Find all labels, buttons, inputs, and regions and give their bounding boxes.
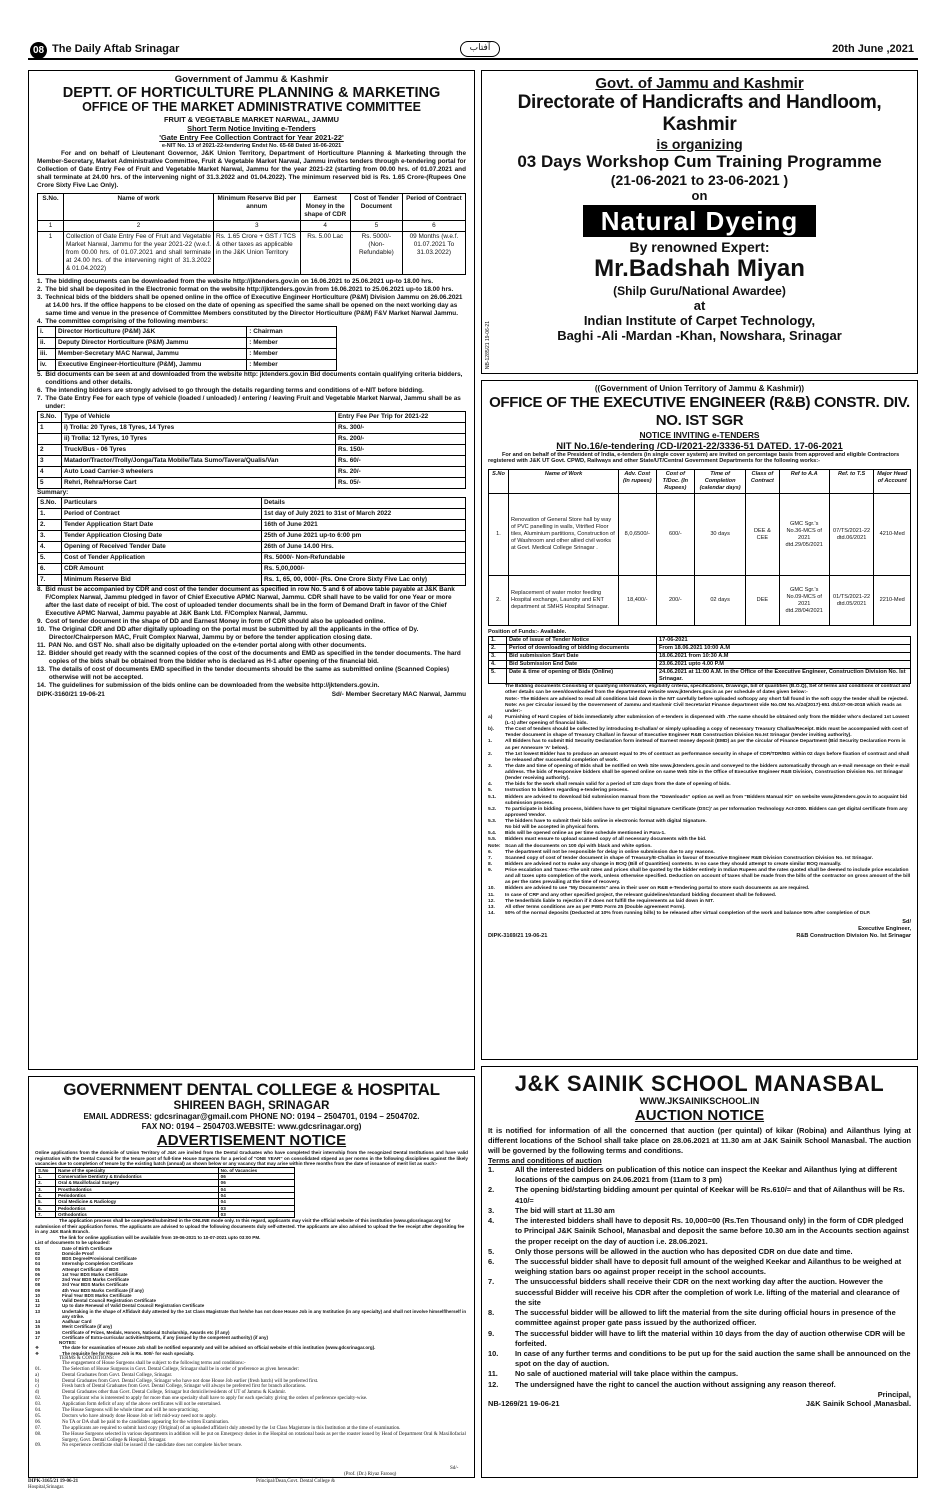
table-row: 1. Conservative Dentistry & Endodontics 06: [36, 1174, 295, 1180]
table-row: 3. Prosthodontics 04: [36, 1186, 295, 1192]
ad-institute: Indian Institute of Carpet Technology,: [583, 312, 816, 328]
list-item: 3. Technical bids of the bidders shall be opened online in the office of Executive Engineer Horticulture (P&M) Division Jammu on 26.06.2021 at 14.00 hrs. If the office happens to be closed on the date of opening as specified the same shall be opened on the next working day as same time and venue in the presence of Committee Members constituted by the Director Horticulture (P&M) F&V Market Narwal Jammu.: [37, 293, 463, 317]
ad-office: OFFICE OF THE MARKET ADMINISTRATIVE COMMITTEE: [82, 100, 421, 115]
ad-place: Baghi -Ali -Mardan -Khan, Nowshara, Srinagar: [557, 327, 842, 343]
list-item: 9. The successful bidder will have to lift the material within 10 days from the day of auction otherwise CDR will be forfeited.: [488, 1328, 906, 1348]
table-row: 6. Pedodontics 03: [36, 1205, 295, 1211]
list-item: No bid will be accepted in physical form.: [505, 825, 600, 831]
ad-contract: 'Gate Entry Fee Collection Contract for Year 2021-22': [159, 133, 344, 143]
table-cell: 4: [300, 220, 350, 231]
list-item: 3. The bid will start at 11.30 am: [488, 1205, 615, 1215]
works-table: [488, 469, 911, 626]
table-row: 1. Date of issue of Tender Notice 17-06-2021: [489, 637, 911, 645]
table-header-row: [38, 193, 466, 220]
table-row: i. Director Horticulture (P&M) J&K : Chairman: [38, 326, 337, 337]
dental-signatory: [300, 1466, 458, 1478]
list-item: b). The Cost of tenders should be collected by introducing E-challan/ or simply uploading a copy of necessary Treasury Challan/Receipt. Bids must be accompanied with cost of Tender document in shape of Treasury Challan/ in favour of Executive Engineer R&B Construction Division No.Ist Srinagar (tender inviting authority).: [488, 727, 909, 739]
page-header: [28, 40, 918, 60]
list-item: 9. Cost of tender document in the shape of DD and Earnest Money in form of CDR should also be uploaded online.: [37, 617, 386, 625]
list-item: 7. The unsuccessful bidders shall receive their CDR on the next working day after the auction. However the successful Bidder will receive his CDR after the completion of work I.e. lifting of the material and clearance of the site: [488, 1277, 900, 1307]
list-item: 06. No TA or DA shall be paid to the candidates appearing for the written Examination.: [35, 1419, 230, 1425]
tc-label: TERMS & CONDITIONS:: [59, 1355, 115, 1361]
list-item: 11. No sale of auctioned material will take place within the campus.: [488, 1369, 739, 1379]
list-item: 10. The Original CDR and DD after digitally uploading on the portal must be submitted by all the applicants in the office of Dy. Director/Chairperson MAC, Fruit Complex Narwal, Jammu by or before the tender application closing date.: [37, 625, 419, 641]
school-name: J&K Sainik School ,Manasbal.: [805, 1399, 911, 1409]
list-item: 02 Domicile Proof: [35, 1250, 94, 1256]
list-item: 5.1. Bidders are advised to download bid submission manual from the "Downloads" option as well as from "Bidders Manual Kit" on website www.jktenders.gov.in to acquaint bid submission process.: [488, 794, 908, 806]
list-item: 11. In case of CRF and any other specified project, the relevant guidelines/standard bidding document shall be followed.: [488, 892, 777, 898]
list-item: 5. Instruction to bidders regarding e-tendering process.: [488, 788, 629, 794]
ad-code: NB-1285/21 19-06-21: [485, 321, 491, 370]
issue-date: 20th June ,2021: [832, 43, 914, 55]
table-row: 2. Oral & Maxillofacial Surgery 06: [36, 1180, 295, 1186]
list-item: 05. Doctors who have already done House Job or left mid-way need not to apply.: [35, 1413, 217, 1419]
app-text-2: The link for online application will be available from 19-06-2021 to 10-07-2021 upto 03:00 PM.: [59, 1234, 261, 1240]
list-item: 07 2nd Year BDS Marks Certificate: [35, 1277, 129, 1283]
ad-expert-title: (Shilp Guru/National Awardee): [613, 283, 786, 298]
list-item: 1. All the interested bidders on publication of this notice can inspect the Keekar and Ailanthus lying at different locations of the campus on 24.06.2021 from (11am to 3 pm): [488, 1165, 898, 1185]
ad-intro: For and on behalf of Lieutenant Governor, J&K Union Territory, Department of Horticulture Planning & Marketing through the Member-Secretary, Market Administrative Committee, Fruit & Vegetable Market Narwal, Jammu invites tenders through e-tendering portal for Collection of Gate Entry Fee of Fruit and Vegetable Market Narwal, Jammu for the year 2021-22 (starting from 00.00 hrs. of 01.07.2021 and shall terminate at 24.00 hrs. of the intervening night of 31.3.2022 and 01.04.2022). The minimum reserved bid is Rs. 1.65 Crore-(Rupees One Crore Sixty Five Lac Only).: [37, 149, 466, 189]
list-item: 5.5. Bidders must ensure to upload scanned copy of all necessary documents with the bid.: [488, 837, 707, 843]
summary-label: Summary:: [37, 488, 69, 496]
dipk-code: DIPK-3169/21 19-06-21: [488, 933, 548, 940]
table-row: iv. Executive Engineer-Horticulture (P&M), Jammu : Member: [38, 359, 337, 370]
tc-list: [35, 1361, 468, 1449]
list-item: 05 Attempt Certificate of BDS: [35, 1266, 119, 1272]
list-item: a) Furnishing of Hard Copies of bids immediately after submission of e-tenders is dispensed with .The same should be obtained only from the Bidder who's declared 1st Lowest (L-1) after opening of financial bids.: [488, 714, 910, 727]
table-cell: Collection of Gate Entry Fee of Fruit and Vegetable Market Narwal, Jammu for the year 2021-22 (w.e.f. from 00.00 hrs. of 01.07.2021 and shall terminate at 24.00 hrs. of the intervening night of 31.3.2022 & 01.04.2022): [64, 231, 214, 274]
list-item: 6. The successful bidder shall have to deposit full amount of the weighed Keekar and Ailanthus to be weighed at weighing station bars oo against proper receipt in the school accounts.: [488, 1256, 902, 1277]
list-item: b) Dental Graduates from Govt. Dental College, Srinagar who have not done House Job earlier (fresh batch) will be preferred first.: [35, 1378, 319, 1384]
th-cost: Cost of Tender Document: [350, 193, 402, 220]
table-row: 3. Tender Application Closing Date 25th of June 2021 up-to 6:00 pm: [38, 530, 466, 541]
list-item: ❖ The requisite fee for House Job is Rs. 500/- for each specialty.: [35, 1350, 195, 1356]
list-item: 15 Merit Certificate (if any): [35, 1324, 113, 1330]
notes-list: [35, 1345, 468, 1356]
list-item: 5. Only those persons will be allowed in the auction who has deposited CDR on due date and time.: [488, 1246, 853, 1256]
list-item: The Bidding documents Consisting of qualifying information, eligibility criteria, specifications, Drawings, bill of quantities (B.O.Q), Set of terms and conditions of contract and other details can be seen/downloaded from the departmental website www.jktenders.gov.in as per schedule of dates given below:-: [505, 684, 911, 696]
table-cell: 09 Months (w.e.f. 01.07.2021 To 31.03.2022): [402, 231, 465, 274]
list-item: 4. The committee comprising of the following members:: [37, 317, 208, 325]
ad-directorate: Directorate of Handicrafts and Handloom, Kashmir: [517, 92, 882, 135]
list-item: 03 BDS Degree/Provisional Certificate: [35, 1256, 137, 1262]
list-item: 1. All Bidders has to submit Bid Security Declaration form instead of Earnest money deposit (EMD) as per the circular of Finance Department (Bid Security Declaration Form is as per Annexure 'A' below).: [488, 739, 906, 751]
sainik-school-auction-ad: [481, 1066, 918, 1478]
table-cell: 5: [350, 220, 402, 231]
table-row: 4. Opening of Received Tender Date 26th of June 14.00 Hrs.: [38, 541, 466, 552]
sd-text: Sd/-: [450, 1466, 459, 1471]
list-item: 17 Certificate of Extra-curricular activities/Sports, if any (issued by the competent authority) (if any): [35, 1334, 269, 1340]
tc-label: Terms and conditions of auction: [488, 1155, 602, 1165]
table-cell: Rs. 5000/- (Non-Refundable): [350, 231, 402, 274]
auction-terms: [488, 1165, 911, 1390]
table-row: 2 Truck/Bus - 06 Tyres Rs. 150/-: [38, 444, 466, 455]
app-text-1: The application process shall be completed/submitted in the ONLINE mode only. In this regard, applicants may visit the official website of this institution (www.gdcsrinagar.org) for submission of their application forms. The applicants are advised to upload the following documents duly self-attested. The applicants are also advised to upload the fee receipt after depositing fee in any J&K Bank Branch.: [35, 1218, 465, 1235]
list-item: 10. Bidders are advised to use "My Documents" area in their user on R&B e-Tendering portal to store such documents as are required.: [488, 886, 810, 892]
fee-table: [37, 411, 466, 489]
list-item: 7. The Gate Entry Fee for each type of vehicle (loaded / unloaded) / entering / leaving Fruit and Vegetable Market Narwal, Jammu shall be as under:: [37, 394, 461, 410]
ad-footer: [37, 691, 466, 699]
ad-notice-title: NOTICE INVITING e-TENDERS: [639, 430, 760, 440]
list-item: 01 Date of Birth Certificate: [35, 1245, 113, 1251]
table-row: 5. Oral Medicine & Radiology 04: [36, 1199, 295, 1205]
table-cell: 1: [38, 231, 64, 274]
table-row: 3. Bid submission Start Date 18.06.2021 from 10:30 A.M: [489, 653, 911, 661]
list-item: 7. Scanned copy of cost of tender document in shape of Treasury/E-Challan in favour of Executive Engineer R&B Division Construction Division No. Ist Srinagar.: [488, 855, 873, 861]
list-item: 6. The intending bidders are strongly advised to go through the details regarding terms and conditions of e-NIT before bidding.: [37, 386, 424, 394]
ad-expert: Mr.Badshah Miyan: [594, 255, 805, 283]
list-item: 6. The department will not be responsible for delay in online submission due to any reasons.: [488, 849, 715, 855]
docs-label: List of documents to be uploaded:: [35, 1240, 111, 1246]
ad-department: DEPTT. OF HORTICULTURE PLANNING & MARKETING: [62, 84, 441, 101]
table-row: [38, 231, 466, 274]
ad-title: GOVERNMENT DENTAL COLLEGE & HOSPITAL: [63, 1080, 440, 1099]
list-item: Note: Scan all the documents on 100 dpi with black and white option.: [488, 843, 652, 849]
list-item: 12. The tender/bids liable to rejection if it does not fulfill the requirements as laid down in NIT.: [488, 898, 714, 904]
points-a: [37, 278, 466, 326]
table-row: ii) Trolla: 12 Tyres, 10 Tyres Rs. 200/-: [38, 433, 466, 444]
list-item: 8. Bid must be accompanied by CDR and cost of the tender document as specified in row No. 5 and 6 of above table payable at J&K Bank F/Complex Narwal, Jammu pledged in favor of Chief Executive APMC Narwal, Jammu. CDR shall have to be valid for one Year or more after the last date of receipt of bid. The cost of uploaded tender documents shall be in the form of Demand Draft in favor of the Chief Executive APMC Narwal, Jammu payable at J&K Bank Ltd. F/Complex Narwal, Jammu.: [37, 585, 455, 617]
list-item: 4. The bids for the work shall remain valid for a period of 120 days from the date of opening of bids.: [488, 782, 731, 788]
list-item: 14. 50% of the normal deposits (Deducted at 10% from running bills) to be released after virtual completion of the work and balance 50% after completion of DLP.: [488, 910, 871, 916]
th-period: Period of Contract: [402, 193, 465, 220]
list-item: 2. The 1st lowest Bidder has to produce an amount equal to 3% of contract as performance security in shape of CDR/TDR/BG within 02 days before fixation of contract and shall be released after successful completion of work.: [488, 751, 910, 763]
tender-table: [37, 193, 466, 275]
hospital-line: Hospital,Srinagar.: [28, 1485, 65, 1490]
th-reserve: Minimum Reserve Bid per annum: [214, 193, 301, 220]
ad-organizing: is organizing: [656, 135, 743, 152]
table-row: 4. Periodontics 04: [36, 1193, 295, 1199]
ad-at: at: [693, 297, 706, 313]
table-row: 6. CDR Amount Rs. 5,00,000/-: [38, 563, 466, 574]
division: R&B Construction Division No. Ist Srinagar: [796, 933, 911, 940]
table-cell: Rs. 5.00 Lac: [300, 231, 350, 274]
list-item: 13. The details of cost of documents EMD specified in the tender documents should be the same as submitted online (Scanned Copies) otherwise will not be accepted.: [37, 665, 450, 681]
points-c: [37, 586, 466, 690]
table-row: 5. Cost of Tender Application Rs. 5000/- Non-Refundable: [38, 552, 466, 563]
ad-market: FRUIT & VEGETABLE MARKET NARWAL, JAMMU: [163, 114, 340, 124]
list-item: 2. The bid shall be deposited in the Electronic format on the website http://jktenders.gov.in from 16.06.2021 to 25.06.2021 up-to 18.00 hrs.: [37, 285, 454, 293]
th-sno: S.No.: [38, 193, 64, 220]
horticulture-tender-ad: [28, 70, 475, 1070]
table-row: 2. Replacement of water motor feeding Hospital exchange, Laundry and ENT department at SMHS Hospital Srinagar. 18,400/- 200/- 02 days DEE GMC Sgr.'s No.09-MCS of 2021 dtd.28/04/2021 01/TS/2021-22 dtd.05/2021 2210-Med: [489, 576, 911, 626]
list-item: 14 Aadhaar Card: [35, 1319, 92, 1325]
list-item: d) Dental Graduates other than Govt. Dental College, Srinagar but domicile/residents of UT of Jammu & Kashmir.: [35, 1390, 287, 1396]
list-item: 9. Price escalation and Taxes:-The unit rates and prices shall be quoted by the bidder entirely in Indian Rupees and the rates quoted shall be deemed to include price escalation and all taxes upto completion of the work, unless otherwise specified. Deduction on account of taxes shall be made from the bills of the contractor on gross amount of the bill as per the rates prevailing at the time of recovery.: [488, 868, 911, 886]
list-item: Note:- The Bidders are advised to read all conditions laid down in the NIT carefully before uploaded softcopy any short fall found in the soft copy the tender shall be rejected.: [505, 696, 908, 702]
list-item: 10. In case of any further terms and conditions to be put up for the said auction the same shall be announced on the spot on the day of auction.: [488, 1348, 911, 1369]
ad-notice-title: Short Term Notice Inviting e-Tenders: [187, 124, 316, 134]
table-cell: Rs. 1.65 Crore + GST / TCS & other taxes as applicable in the J&K Union Territory: [214, 231, 301, 274]
list-item: ❖ The date for examination of House Job shall be notified separately and will be advised on official website of this institution (www.gdcsrinagar.org).: [35, 1345, 376, 1351]
table-row: 2. Period of downloading of bidding documents From 18.06.2021 10:00 A.M: [489, 645, 911, 653]
table-row: 1 i) Trolla: 20 Tyres, 18 Tyres, 14 Tyres Rs. 300/-: [38, 422, 466, 433]
ad-email: EMAIL ADDRESS: gdcsrinagar@gmail.com PHONE NO: 0194 – 2504701, 0194 – 2504702.: [83, 1112, 420, 1122]
ad-title: J&K SAINIK SCHOOL MANASBAL: [514, 1071, 885, 1096]
dipk-code: DIPK-3160/21 19-06-21: [37, 690, 105, 698]
table-header-row: S.No. Type of Vehicle Entry Fee Per Trip for 2021-22: [38, 411, 466, 422]
table-row: 4 Auto Load Carrier-3 wheelers Rs. 20/-: [38, 466, 466, 477]
table-header-row: S.No. Particulars Details: [38, 497, 466, 508]
list-item: 3. The date and time of opening of Bids shall be notified on Web Site www.jktenders.gov.in and conveyed to the bidders automatically through an e-mail message on their e-mail address. The bids of Responsive bidders shall be opened online on same Web Site in the Office of Executive Engineer R&B Division, Construction Division No. Ist Srinagar (tender receiving authority).: [488, 763, 910, 782]
signatory: Sd/- Member Secretary MAC Narwal, Jammu: [331, 690, 466, 698]
table-header-row: S.No Name of Work Adv. Cost (In rupees) Cost of T/Doc. (In Rupees) Time of Completion (calendar days) Class of Contract Ref to A.A Ref. to T.S Major Head of Account: [489, 470, 911, 494]
list-item: 10 Final Year BDS Marks Certificate: [35, 1292, 132, 1298]
list-item: 11. PAN No. and GST No. shall also be digitally uploaded on the e-tender portal along with other documents.: [37, 641, 367, 649]
list-item: a) Dental Graduates from Govt. Dental College, Srinagar.: [35, 1372, 173, 1378]
list-item: 04. The House Surgeons will be whole timer and will be non-practicing.: [35, 1408, 199, 1414]
list-item: 08 3rd Year BDS Marks Certificate: [35, 1282, 128, 1288]
list-item: 12 Up to date Renewal of Valid Dental Council Registration Certificate: [35, 1303, 205, 1309]
table-row: 1. Period of Contract 1st day of July 2021 to 31st of March 2022: [38, 508, 466, 519]
list-item: 06 1st Year BDS Marks Certificate: [35, 1271, 128, 1277]
list-item: 11 Valid Dental Council Registration Certificate: [35, 1298, 157, 1304]
points-b: [37, 371, 466, 411]
table-row: 4. Bid Submission End Date 23.06.2021 upto 4.00 P.M: [489, 661, 911, 669]
page-number: 08: [30, 42, 47, 59]
dental-ad-footer: [28, 1479, 475, 1491]
principal-line: Principal,: [877, 1389, 911, 1399]
list-item: 13. All other terms conditions are as per PWD Form 25 (Double agreement Form).: [488, 904, 686, 910]
ad-gov-line: Govt. of Jammu and Kashmir: [595, 75, 804, 92]
table-header-row: S.No Name of the specialty No. of Vacancies: [36, 1167, 295, 1173]
list-item: 04 Internship Completion Certificate: [35, 1261, 134, 1267]
ad-website: WWW.JKSAINIKSCHOOL.IN: [639, 1096, 760, 1107]
nb-code: NB-1269/21 19-06-21: [488, 1399, 560, 1409]
principal-line: Principal/Dean,Govt. Dental College &: [255, 1479, 335, 1484]
list-item: 14. The guidelines for submission of the bids online can be downloaded from the website http://jktenders.gov.in.: [37, 681, 380, 689]
list-item: 2. The opening bid/starting bidding amount per quintal of Keekar will be Rs.610/= and that of Ailanthus will be Rs. 410/=: [488, 1185, 905, 1205]
list-item: 5.4. Bids will be opened online as per time schedule mentioned in Para-1.: [488, 831, 666, 837]
ad-dates: (21-06-2021 to 23-06-2021 ): [610, 172, 789, 189]
signatory: [488, 919, 911, 940]
ad-intro: For and on behalf of the President of India, e-tenders (in single cover system) are invited on percentage basis from approved and eligible Contractors registered with J&K UT Govt. CPWD, Railways and other State/UT/Central Government Departments for the following works:-: [488, 451, 900, 465]
ad-notice-title: ADVERTISEMENT NOTICE: [156, 1132, 347, 1150]
schedule-table: [488, 636, 911, 684]
list-item: 5.3. The bidders have to submit their bids online in electronic format with digital Signature.: [488, 819, 707, 825]
list-item: 16 Certificate of Prizes, Medals, Honors, National Scholarship, Awards etc (if any): [35, 1329, 230, 1335]
table-cell: 2: [64, 220, 214, 231]
table-row: 5. Date & time of opening of Bids (Online) 24.06.2021 at 11:00 A.M. in the Office of the Executive Engineer, Construction Division No. Ist Srinagar.: [489, 669, 911, 684]
table-row: 7. Orthodontics 03: [36, 1211, 295, 1217]
notes-label: NOTES:: [59, 1340, 77, 1346]
table-row: 2. Tender Application Start Date 16th of June 2021: [38, 519, 466, 530]
topic-wrap: [492, 205, 907, 237]
newspaper-name: The Daily Aftab Srinagar: [52, 43, 180, 55]
list-item: 07. The applicants are required to submit hard copy (Original) of an uploaded affidavit duly attested by the 1st Class Magistrate in this Institution at the time of examination.: [35, 1425, 401, 1431]
principal-name: (Prof. (Dr.) Riyaz Farooq): [344, 1472, 397, 1477]
ad-enit: e-NIT No. 13 of 2021-22-tendering Endst No. 65-68 Dated 16-06-2021: [161, 142, 342, 149]
terms-list: [488, 684, 911, 917]
ee-text: Executive Engineer,: [858, 926, 911, 933]
list-item: 8. Bidders are advised not to make any change in BOQ (Bill of Quantities) contents. In no case they should attempt to create similar BOQ manually.: [488, 861, 842, 867]
sd-text: Sd/: [902, 919, 911, 926]
table-row: 3 Matador/Tractor/Trolly/Jonga/Tata Mobile/Tata Sumo/Tavera/Qualis/Van Rs. 60/-: [38, 455, 466, 466]
handicrafts-workshop-ad: [481, 70, 918, 374]
ad-topic-banner: Natural Dyeing: [583, 205, 817, 237]
ad-address: SHIREEN BAGH, SRINAGAR: [173, 1100, 330, 1113]
table-row: iii. Member-Secretary MAC Narwal, Jammu : Member: [38, 348, 337, 359]
specialty-table: [35, 1167, 295, 1218]
ad-gov-line: Government of Jammu & Kashmir: [174, 74, 329, 85]
dipk-code: DIPK-3165/21 19-06-21: [28, 1479, 79, 1484]
list-item: 5. Bid documents can be seen at and downloaded from the website http: jktenders.gov.in Bid documents contain qualifying criteria bidders, conditions and other details.: [37, 370, 463, 386]
list-item: 02. The applicant who is interested to apply for more than one specialty shall have to apply for each specialty giving the orders of preference specialty-wise.: [35, 1396, 368, 1402]
list-item: 09 4th Year BDS Marks Certificate (if any): [35, 1287, 144, 1293]
summary-table: [37, 497, 466, 586]
ad-by: By renowned Expert:: [629, 239, 770, 256]
list-item: 12. Bidder should get ready with the scanned copies of the cost of the documents and EMD as specified in the tender documents. The hard copies of the bids shall be obtained from the bidder who is declared as H-1 after opening of the financial bid.: [37, 649, 461, 665]
ad-fax: FAX NO: 0194 – 2504703.WEBSITE: www.gdcsrinagar.org): [141, 1122, 362, 1132]
table-number-row: [38, 220, 466, 231]
list-item: 09. No experience certificate shall be issued if the candidate does not complete his/her tenure.: [35, 1443, 243, 1449]
ad-intro: It is notified for information of all the concerned that auction (per quintal) of kikar (Robina) and Ailanthus lying at different locations of the School shall take place on 28.06.2021 at 11.30 am at J&K Sainik School Manasbal. The auction will be governed by the following terms and conditions.: [488, 1125, 911, 1155]
ad-nit: NIT No.16/e-tendering /CD-I/2021-22/3336-51 DATED. 17-06-2021: [556, 440, 843, 452]
newspaper-logo: آفتاب: [460, 41, 500, 57]
table-row: 7. Minimum Reserve Bid Rs. 1, 65, 00, 000/- (Rs. One Crore Sixty Five Lac only): [38, 574, 466, 585]
th-name: Name of work: [64, 193, 214, 220]
list-item: 8. The successful bidder will be allowed to lift the material from the site during official hours in presence of the committee against proper gate pass issued by the authorized officer.: [488, 1308, 896, 1328]
list-item: 1. The bidding documents can be downloaded from the website http://jktenders.gov.in on 16.06.2021 to 25.06.2021 up-to 18.00 hrs.: [37, 277, 434, 285]
list-item: c) Fresh batch of Dental Graduates from Govt. Dental College, Srinagar will always be preferred first for branch allocations.: [35, 1384, 307, 1390]
ad-office: OFFICE OF THE EXECUTIVE ENGINEER (R&B) CONSTR. DIV. NO. IST SGR: [489, 394, 910, 429]
ad-workshop: 03 Days Workshop Cum Training Programme: [517, 151, 882, 171]
dental-college-ad: [28, 1076, 475, 1478]
list-item: 12. The undersigned have the right to cancel the auction without assigning any reason thereof.: [488, 1379, 836, 1389]
ad-on: on: [691, 188, 708, 204]
ad-intro: Online applications from the domicile of Union Territory of J&K are invited from the Dental Graduates who have completed their internship from the recognized Dental Institutions and have valid registration with the Dental Council for the tenure post of full-time House Surgeons for a period of "ONE YEAR" on consolidated stipend as per norms in the following disciplines against the likely vacancies due to completion of tenure by the existing batch (annual) as shown below or any vacancy that may arise within three months from the date of issuance of merit list as such:-: [35, 1150, 468, 1167]
list-item: 01. The Selection of House Surgeons in Govt. Dental College, Srinagar shall be in order of preference as given hereunder:: [35, 1366, 300, 1372]
table-cell: 6: [402, 220, 465, 231]
list-item: Note: As per Circular issued by the Government of Jammu and Kashmir Civil Secretariat Finance department vide No.OM No.A/24(2017)-651 dtd.07-06-2018 which reads as under:-: [505, 702, 902, 714]
ad-gov-line: ((Government of Union Territory of Jammu & Kashmir)): [594, 384, 805, 393]
list-item: 4. The interested bidders shall have to deposit Rs. 10,000=00 (Rs.Ten Thousand only) in the form of CDR pledged to Principal J&K Sainik School, Manasbal and deposit the same before 10.30 am in the Accounts section against the proper receipt on the day of auction i.e. 28.06.2021.: [488, 1216, 909, 1246]
list-item: 03. Application form deficit of any of the above certificates will not be entertained.: [35, 1402, 221, 1408]
list-item: 08. The House Surgeons selected in various departments in addition will be put on Emergency duties in the Hospital on rotational basis as per the roaster issued by Head of Department Oral & Maxillofacial Surgery, Govt. Dental College & Hospital, Srinagar.: [35, 1431, 466, 1443]
table-row: 1. Renovation of General Store hall by way of PVC panelling in walls, Vitrified Floor tiles, Aluminium partitions, Construction of of Washroom and other allied civil works at Govt. Medical College Srinagar . 8,0,6500/- 600/- 30 days DEE & CEE GMC Sgr.'s No.36-MCS of 2021 dtd.29/05/2021 07/TS/2021-22 dtd.06/2021 4210-Med: [489, 494, 911, 576]
sign-line: [488, 933, 911, 940]
table-row: ii. Deputy Director Horticulture (P&M) Jammu : Member: [38, 337, 337, 348]
funds-position: Position of Funds:- Available.: [488, 629, 567, 636]
list-item: 5.2. To participate in bidding process, bidders have to get 'Digital Signature Certificate (DSC)' as per Information Technology Act-2000. Bidders can get digital certificate from any approved Vendor.: [488, 806, 908, 818]
ad-footer: [488, 1399, 911, 1408]
rb-tender-ad: [481, 380, 918, 1060]
committee-table: [37, 326, 337, 371]
table-cell: 1: [38, 220, 64, 231]
docs-list: [35, 1246, 468, 1341]
list-item: 13 Undertaking in the shape of Affidavit duly attested by the 1st Class Magistrate that he/she has not done House Job in any Institution (in any specialty) and shall not involve himself/herself in any strike.: [35, 1308, 467, 1319]
list-item: The engagement of House Surgeons shall be subject to the following terms and conditions:-: [62, 1360, 246, 1366]
table-row: 5 Rehri, Rehra/Horse Cart Rs. 05/-: [38, 477, 466, 488]
table-cell: 3: [214, 220, 301, 231]
ad-notice-title: AUCTION NOTICE: [634, 1107, 765, 1125]
th-emd: Earnest Money in the shape of CDR: [300, 193, 350, 220]
